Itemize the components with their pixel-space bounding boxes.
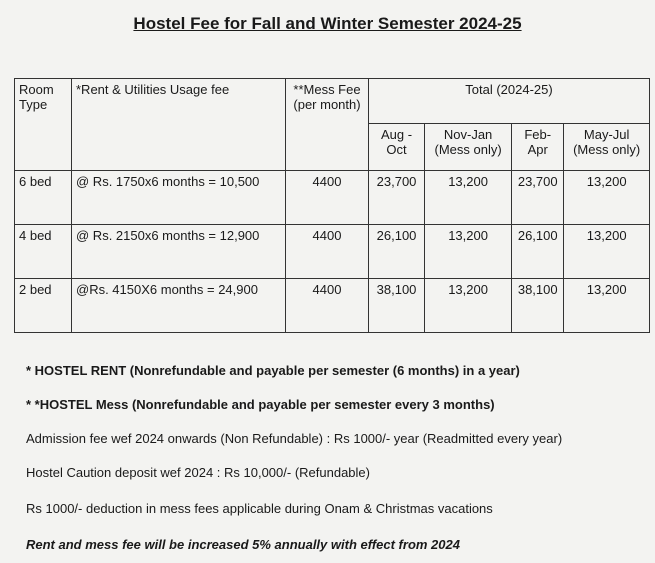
page-title: Hostel Fee for Fall and Winter Semester 2024-25: [133, 14, 522, 33]
cell-rent: @ Rs. 2150x6 months = 12,900: [72, 225, 286, 279]
table-row: [15, 171, 650, 225]
admission-fee-note: Admission fee wef 2024 onwards (Non Refundable) : Rs 1000/- year (Readmitted every year): [26, 431, 563, 446]
hostel-rent-note: * HOSTEL RENT (Nonrefundable and payable per semester (6 months) in a year): [26, 363, 520, 378]
header-period-aug-oct: Aug - Oct: [369, 124, 425, 171]
cell-aug-oct: 23,700: [369, 171, 425, 225]
cell-feb-apr: 38,100: [512, 279, 564, 333]
cell-nov-jan: 13,200: [425, 279, 512, 333]
cell-rent: @ Rs. 1750x6 months = 10,500: [72, 171, 286, 225]
cell-nov-jan: 13,200: [425, 225, 512, 279]
cell-mess: 4400: [286, 279, 369, 333]
cell-mess: 4400: [286, 171, 369, 225]
fee-increase-note: Rent and mess fee will be increased 5% annually with effect from 2024: [26, 537, 460, 552]
header-rent: *Rent & Utilities Usage fee: [72, 79, 286, 171]
cell-may-jul: 13,200: [564, 171, 650, 225]
header-period-nov-jan: Nov-Jan (Mess only): [425, 124, 512, 171]
header-period-may-jul: May-Jul (Mess only): [564, 124, 650, 171]
cell-room: 2 bed: [15, 279, 72, 333]
table-row: [15, 279, 650, 333]
cell-may-jul: 13,200: [564, 225, 650, 279]
header-mess-fee: **Mess Fee (per month): [286, 79, 369, 171]
cell-rent: @Rs. 4150X6 months = 24,900: [72, 279, 286, 333]
hostel-mess-note: * *HOSTEL Mess (Nonrefundable and payable per semester every 3 months): [26, 397, 495, 412]
cell-feb-apr: 26,100: [512, 225, 564, 279]
header-period-feb-apr: Feb-Apr: [512, 124, 564, 171]
mess-deduction-note: Rs 1000/- deduction in mess fees applicable during Onam & Christmas vacations: [26, 501, 493, 516]
table-header-row: [15, 79, 650, 124]
cell-mess: 4400: [286, 225, 369, 279]
cell-room: 6 bed: [15, 171, 72, 225]
cell-aug-oct: 26,100: [369, 225, 425, 279]
cell-room: 4 bed: [15, 225, 72, 279]
header-room-type: Room Type: [15, 79, 72, 171]
header-total: Total (2024-25): [369, 79, 650, 124]
cell-nov-jan: 13,200: [425, 171, 512, 225]
hostel-fee-table: [14, 78, 650, 333]
cell-may-jul: 13,200: [564, 279, 650, 333]
caution-deposit-note: Hostel Caution deposit wef 2024 : Rs 10,000/- (Refundable): [26, 465, 370, 480]
cell-aug-oct: 38,100: [369, 279, 425, 333]
cell-feb-apr: 23,700: [512, 171, 564, 225]
table-row: [15, 225, 650, 279]
